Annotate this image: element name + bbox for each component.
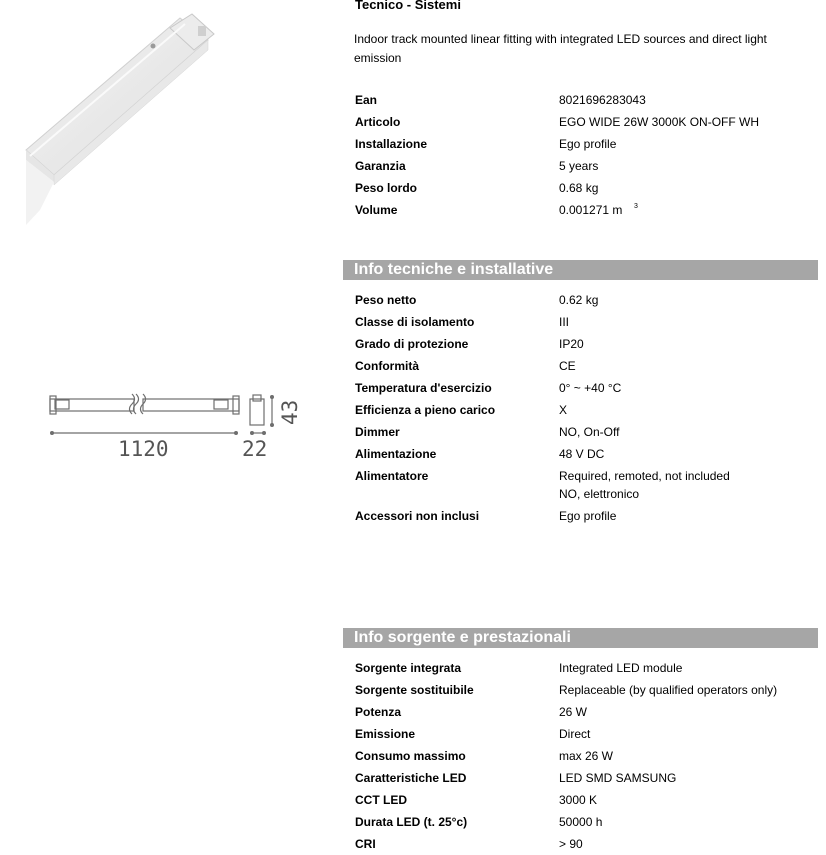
spec-label: Ean	[355, 93, 378, 107]
section-title-source: Info sorgente e prestazionali	[343, 628, 818, 648]
spec-label: Grado di protezione	[355, 337, 469, 351]
spec-value-secondary: NO, elettronico	[559, 487, 640, 501]
spec-label: Durata LED (t. 25°c)	[355, 815, 468, 829]
spec-value: 0° ~ +40 °C	[559, 381, 622, 395]
spec-label: CRI	[355, 837, 376, 851]
spec-value: III	[559, 315, 570, 329]
page-title: Tecnico - Sistemi	[355, 0, 461, 12]
spec-label: CCT LED	[355, 793, 407, 807]
spec-label: Volume	[355, 203, 398, 217]
dimension-length: 1120	[118, 437, 169, 461]
spec-value: 3000 K	[559, 793, 598, 807]
spec-label: Dimmer	[355, 425, 400, 439]
spec-label: Consumo massimo	[355, 749, 466, 763]
dimension-width: 22	[242, 437, 268, 461]
spec-value: Replaceable (by qualified operators only)	[559, 683, 778, 697]
spec-value: max 26 W	[559, 749, 614, 763]
spec-label: Accessori non inclusi	[355, 509, 480, 523]
spec-value: Integrated LED module	[559, 661, 683, 675]
spec-label: Alimentatore	[355, 469, 429, 483]
spec-value: LED SMD SAMSUNG	[559, 771, 677, 785]
spec-value: NO, On-Off	[559, 425, 620, 439]
dimension-height: 43	[278, 399, 302, 425]
spec-value: 8021696283043	[559, 93, 646, 107]
spec-value: 5 years	[559, 159, 599, 173]
spec-value: Ego profile	[559, 137, 617, 151]
spec-value: Direct	[559, 727, 591, 741]
spec-value: 26 W	[559, 705, 588, 719]
spec-label: Peso lordo	[355, 181, 418, 195]
technical-drawing	[40, 385, 310, 470]
spec-value: 48 V DC	[559, 447, 605, 461]
spec-value: 0.001271 m	[559, 203, 623, 217]
spec-label: Garanzia	[355, 159, 406, 173]
spec-label: Sorgente integrata	[355, 661, 462, 675]
product-image	[20, 10, 220, 230]
spec-value: CE	[559, 359, 576, 373]
spec-value: Ego profile	[559, 509, 617, 523]
spec-value: > 90	[559, 837, 583, 851]
section-title-technical: Info tecniche e installative	[343, 260, 818, 280]
spec-label: Articolo	[355, 115, 401, 129]
spec-label: Potenza	[355, 705, 402, 719]
spec-label: Classe di isolamento	[355, 315, 475, 329]
spec-label: Alimentazione	[355, 447, 437, 461]
spec-value: 0.62 kg	[559, 293, 599, 307]
spec-label: Caratteristiche LED	[355, 771, 467, 785]
spec-value: Required, remoted, not included	[559, 469, 730, 483]
spec-value: 0.68 kg	[559, 181, 599, 195]
spec-value-superscript: 3	[634, 203, 638, 210]
spec-label: Installazione	[355, 137, 428, 151]
spec-value: EGO WIDE 26W 3000K ON-OFF WH	[559, 115, 760, 129]
spec-label: Sorgente sostituibile	[355, 683, 474, 697]
spec-label: Efficienza a pieno carico	[355, 403, 496, 417]
spec-value: X	[559, 403, 568, 417]
product-description: Indoor track mounted linear fitting with integrated LED sources and direct light emission	[354, 32, 767, 65]
spec-label: Temperatura d'esercizio	[355, 381, 492, 395]
spec-value: 50000 h	[559, 815, 603, 829]
spec-value: IP20	[559, 337, 584, 351]
spec-label: Emissione	[355, 727, 416, 741]
spec-label: Conformità	[355, 359, 419, 373]
spec-label: Peso netto	[355, 293, 417, 307]
